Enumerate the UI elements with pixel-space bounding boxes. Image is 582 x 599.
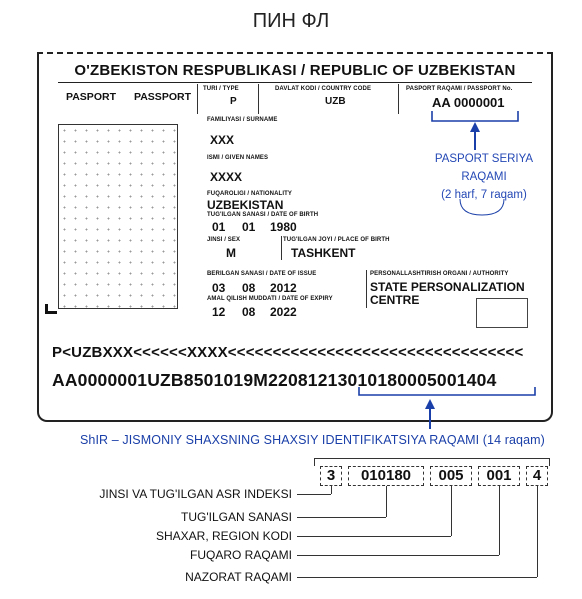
nationality-label: FUQAROLIGI / NATIONALITY bbox=[207, 191, 292, 197]
serial-bracket bbox=[432, 111, 518, 121]
divider bbox=[366, 270, 367, 308]
surname-value: XXX bbox=[210, 133, 235, 147]
passport-no-label: PASPORT RAQAMI / PASSPORT No. bbox=[406, 86, 513, 92]
divider bbox=[258, 84, 259, 114]
leader-line bbox=[331, 486, 332, 494]
pob-label: TUG'ILGAN JOYI / PLACE OF BIRTH bbox=[283, 237, 390, 243]
corner-mark bbox=[45, 304, 57, 314]
expiry-year: 2022 bbox=[270, 305, 297, 319]
divider bbox=[398, 84, 399, 114]
given-names-label: ISMI / GIVEN NAMES bbox=[207, 155, 269, 161]
sex-label: JINSI / SEX bbox=[207, 237, 241, 243]
issue-month: 08 bbox=[242, 281, 256, 295]
pin-part-century: 3 bbox=[320, 466, 342, 486]
legend-checksum: NAZORAT RAQAMI bbox=[185, 570, 292, 584]
pin-title: ShIR – JISMONIY SHAXSNING SHAXSIY IDENTIFIKATSIYA RAQAMI (14 raqam) bbox=[80, 433, 545, 447]
pin-part-region: 005 bbox=[430, 466, 472, 486]
pin-annotation bbox=[355, 385, 545, 435]
pob-value: TASHKENT bbox=[291, 246, 356, 260]
dob-month: 01 bbox=[242, 220, 256, 234]
issue-date-label: BERILGAN SANASI / DATE OF ISSUE bbox=[207, 271, 317, 277]
legend-century-index: JINSI VA TUG'ILGAN ASR INDEKSI bbox=[99, 487, 292, 501]
authority-label: PERSONALLASHTIRISH ORGANI / AUTHORITY bbox=[370, 271, 509, 277]
page-title: ПИН ФЛ bbox=[252, 10, 330, 32]
expiry-date-label: AMAL QILISH MUDDATI / DATE OF EXPIRY bbox=[207, 296, 333, 302]
surname-label: FAMILIYASI / SURNAME bbox=[207, 117, 278, 123]
pin-part-birthdate: 010180 bbox=[348, 466, 424, 486]
country-value: UZB bbox=[325, 96, 346, 107]
divider bbox=[197, 84, 198, 114]
given-names-value: XXXX bbox=[210, 170, 243, 184]
serial-note-line1: PASPORT SERIYA bbox=[434, 153, 534, 165]
dob-day: 01 bbox=[212, 220, 226, 234]
leader-line bbox=[297, 555, 499, 556]
type-label: TURI / TYPE bbox=[203, 86, 239, 92]
expiry-day: 12 bbox=[212, 305, 226, 319]
digits-frame bbox=[314, 458, 550, 466]
legend-region-code: SHAXAR, REGION KODI bbox=[155, 529, 292, 543]
passport-no-value: AA 0000001 bbox=[432, 95, 505, 110]
leader-line bbox=[499, 486, 500, 555]
authority-line1: STATE PERSONALIZATION bbox=[370, 280, 525, 294]
header-divider bbox=[58, 82, 532, 83]
leader-line bbox=[537, 486, 538, 577]
issue-year: 2012 bbox=[270, 281, 297, 295]
mrz-line-1: P<UZBXXX<<<<<<XXXX<<<<<<<<<<<<<<<<<<<<<<<<<<<<<<<<< bbox=[52, 344, 524, 361]
type-value: P bbox=[230, 96, 237, 107]
leader-line bbox=[386, 486, 387, 517]
dob-year: 1980 bbox=[270, 220, 297, 234]
leader-line bbox=[297, 536, 451, 537]
signature-box bbox=[476, 298, 528, 328]
leader-line bbox=[297, 577, 537, 578]
card-cut-line bbox=[37, 52, 553, 54]
divider bbox=[281, 236, 282, 260]
legend-citizen-number: FUQARO RAQAMI bbox=[189, 548, 292, 562]
pin-bracket bbox=[359, 387, 535, 395]
mrz-line-2: AA0000001UZB8501019M22081213010180005001404 bbox=[52, 370, 497, 390]
photo-placeholder bbox=[58, 124, 178, 309]
authority-line2: CENTRE bbox=[370, 293, 420, 307]
issue-day: 03 bbox=[212, 281, 226, 295]
serial-note-line2: RAQAMI bbox=[461, 171, 507, 183]
country-label: DAVLAT KODI / COUNTRY CODE bbox=[275, 86, 372, 92]
leader-line bbox=[451, 486, 452, 536]
pin-part-citizen: 001 bbox=[478, 466, 520, 486]
pin-part-checksum: 4 bbox=[526, 466, 548, 486]
leader-line bbox=[297, 517, 386, 518]
pasport-label-en: PASSPORT bbox=[134, 91, 191, 103]
arrowhead-icon bbox=[425, 399, 435, 409]
serial-note-line3: (2 harf, 7 raqam) bbox=[441, 189, 527, 201]
serial-note bbox=[424, 150, 544, 204]
nationality-value: UZBEKISTAN bbox=[207, 198, 284, 212]
sex-value: M bbox=[226, 246, 236, 260]
leader-line bbox=[297, 494, 331, 495]
card-header: O'ZBEKISTON RESPUBLIKASI / REPUBLIC OF UZBEKISTAN bbox=[74, 62, 516, 79]
arrowhead-icon bbox=[470, 122, 480, 132]
legend-birthdate: TUG'ILGAN SANASI bbox=[181, 510, 292, 524]
expiry-month: 08 bbox=[242, 305, 256, 319]
pasport-label-uz: PASPORT bbox=[66, 91, 116, 103]
dob-label: TUG'ILGAN SANASI / DATE OF BIRTH bbox=[207, 212, 319, 218]
